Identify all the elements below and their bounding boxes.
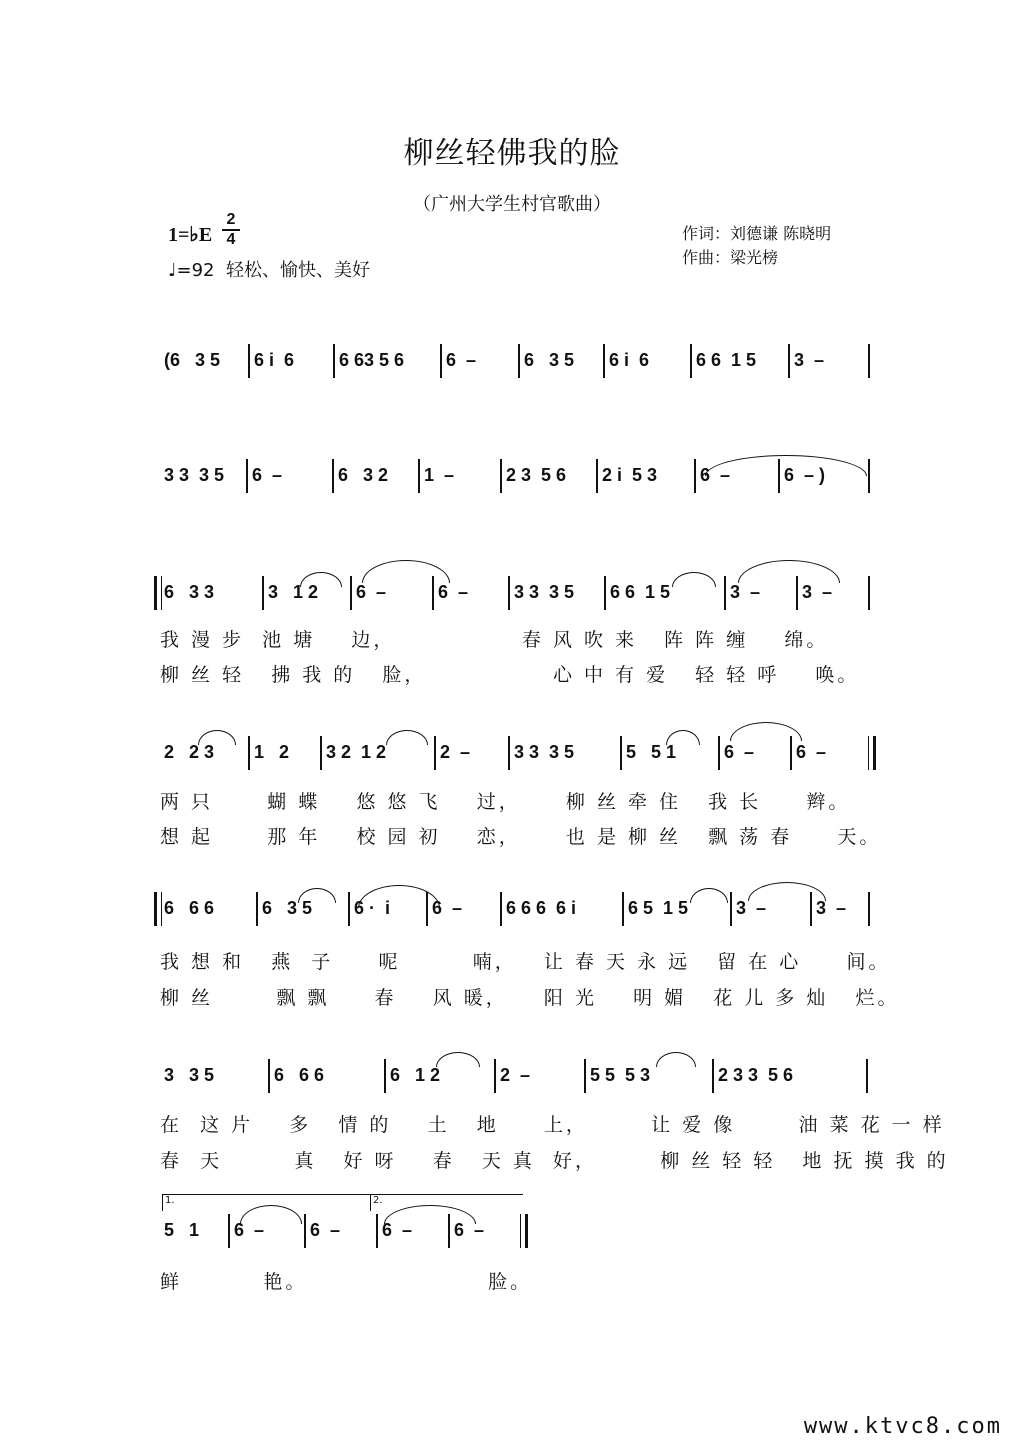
barline [320,736,322,770]
barline [500,892,502,926]
barline [384,1059,386,1093]
barline [868,344,870,378]
measure [718,1055,862,1095]
measure-notes: 3 3 5 [164,1065,215,1085]
measure-notes: 6 i 6 [254,350,295,370]
barline [256,892,258,926]
measure [339,340,436,380]
barline [788,344,790,378]
measure [514,572,600,612]
lyricist: 作词：刘德谦 陈晓明 [682,224,832,243]
measure-notes: 2 i 5 3 [602,465,658,485]
time-sig-top: 2 [226,211,236,228]
measure [252,455,328,495]
barline [603,344,605,378]
credits [682,222,831,270]
measure-notes: 6 – [724,742,755,762]
barline [712,1059,714,1093]
measure-notes: 3 – [736,898,767,918]
key-signature: 1=♭E [168,224,213,246]
barline [622,892,624,926]
measure [446,340,514,380]
measure-notes: 6 – [796,742,827,762]
measure-notes: 6 – [438,582,469,602]
measure-notes: 6 – [310,1220,341,1240]
song-title: 柳丝轻佛我的脸 [403,136,621,171]
barline [440,344,442,378]
repeat-start [154,576,162,610]
measure [506,888,618,928]
quarter-note-icon: ♩ [168,260,177,281]
measure [514,732,616,772]
barline [246,459,248,493]
measure [609,340,686,380]
lyrics-verse-1: 我 想 和 燕 子 呢 喃， 让 春 天 永 远 留 在 心 间。 [160,951,891,973]
measure [794,340,864,380]
measure-notes: 6 – [700,465,731,485]
measure [164,455,242,495]
measure-notes: 3 3 3 5 [514,582,575,602]
measure-notes: 6 63 5 6 [339,350,405,370]
measure-notes: 5 5 5 3 [590,1065,651,1085]
measure [696,340,784,380]
slur-arc [362,560,450,583]
measure-notes: 6 – [252,465,283,485]
barline [268,1059,270,1093]
lyrics-verse-1: 两 只 蝴 蝶 悠 悠 飞 过， 柳 丝 牵 住 我 长 辫。 [160,791,851,813]
measure [432,888,496,928]
measure-notes: 3 3 3 5 [164,465,225,485]
barline [348,892,350,926]
lyrics-verse-2: 柳 丝 轻 拂 我 的 脸， 心 中 有 爱 轻 轻 呼 唤。 [160,664,860,686]
tempo-marking [168,256,370,282]
measure-notes: 3 – [816,898,847,918]
barline [418,459,420,493]
measure-notes: 6 3 2 [338,465,389,485]
barline [434,736,436,770]
measure-notes: 6 – ) [784,465,826,485]
measure [164,1210,224,1250]
measure-notes: 6 – [356,582,387,602]
lyrics-verse-1: 鲜 艳。 脸。 [160,1271,533,1293]
barline [620,736,622,770]
barline [248,344,250,378]
barline [718,736,720,770]
slur-arc [738,560,840,583]
lyrics-verse-1: 在 这 片 多 情 的 土 地 上， 让 爱 像 油 菜 花 一 样 [160,1114,945,1136]
measure-notes: 6 – [234,1220,265,1240]
measure-notes: (6 3 5 [164,350,221,370]
measure-notes: 6 6 1 5 [696,350,757,370]
measure [524,340,599,380]
measure [506,455,592,495]
barline [690,344,692,378]
measure [254,340,329,380]
measure [440,732,504,772]
measure-notes: 6 3 3 [164,582,215,602]
barline [694,459,696,493]
time-sig-bottom: 4 [226,230,236,248]
lyrics-verse-2: 柳 丝 飘 飘 春 风 暖， 阳 光 明 媚 花 儿 多 灿 烂。 [160,987,900,1009]
barline [584,1059,586,1093]
slur-arc [748,882,826,901]
measure [164,572,258,612]
barline [248,736,250,770]
barline [350,576,352,610]
measure [164,1055,264,1095]
measure-notes: 3 – [794,350,825,370]
measure-notes: 6 6 1 5 [610,582,671,602]
barline [520,1214,528,1248]
lyrics-verse-2: 春 天 真 好 呀 春 天 真 好， 柳 丝 轻 轻 地 抚 摸 我 的 [160,1150,949,1172]
barline [724,576,726,610]
measure-notes: 6 · i [354,898,391,918]
measure-notes: 6 6 6 6 i [506,898,577,918]
measure-notes: 6 6 6 [274,1065,325,1085]
measure-notes: 6 – [446,350,477,370]
song-subtitle: （广州大学生村官歌曲） [413,194,611,215]
measure-notes: 2 – [440,742,471,762]
barline [868,576,870,610]
measure-notes: 2 3 3 5 6 [718,1065,794,1085]
barline [790,736,792,770]
barline [333,344,335,378]
measure-notes: 3 2 1 2 [326,742,387,762]
measure-notes: 2 2 3 [164,742,215,762]
barline [376,1214,378,1248]
measure-notes: 5 1 [164,1220,200,1240]
barline [494,1059,496,1093]
barline [500,459,502,493]
repeat-start [154,892,162,926]
volta-ending-2: 2. [370,1194,523,1211]
measure-notes: 1 2 [254,742,290,762]
barline [508,736,510,770]
measure-notes: 6 – [454,1220,485,1240]
measure [310,1210,372,1250]
measure-notes: 3 – [730,582,761,602]
barline [866,1059,868,1093]
barline [596,459,598,493]
measure-notes: 6 – [382,1220,413,1240]
measure-notes: 5 5 1 [626,742,677,762]
measure-notes: 1 – [424,465,455,485]
measure-notes: 3 – [802,582,833,602]
measure-notes: 6 3 5 [524,350,575,370]
measure-notes: 2 3 5 6 [506,465,567,485]
volta-ending-1: 1. [162,1194,371,1211]
measure-notes: 6 i 6 [609,350,650,370]
barline [868,736,876,770]
measure-notes: 6 3 5 [262,898,313,918]
barline [332,459,334,493]
barline [604,576,606,610]
measure-notes: 6 5 1 5 [628,898,689,918]
measure [254,732,316,772]
measure [164,888,252,928]
lyrics-verse-1: 我 漫 步 池 塘 边， 春 风 吹 来 阵 阵 缠 绵。 [160,629,829,651]
measure [338,455,414,495]
measure [796,732,864,772]
measure-notes: 3 1 2 [268,582,319,602]
measure-notes: 2 – [500,1065,531,1085]
measure [274,1055,380,1095]
measure [500,1055,580,1095]
expression-text: 轻松、愉快、美好 [225,260,370,281]
barline [262,576,264,610]
measure-notes: 6 – [432,898,463,918]
barline [868,459,870,493]
tempo-value: =92 [176,260,215,281]
measure-notes: 6 1 2 [390,1065,441,1085]
barline [228,1214,230,1248]
composer: 作曲：梁光榜 [682,248,779,267]
barline [868,892,870,926]
slur-arc [730,722,802,741]
measure [602,455,690,495]
barline [518,344,520,378]
measure [424,455,496,495]
measure-notes: 6 6 6 [164,898,215,918]
barline [730,892,732,926]
watermark: www.ktvc8.com [803,1414,1002,1439]
lyrics-verse-2: 想 起 那 年 校 园 初 恋， 也 是 柳 丝 飘 荡 春 天。 [160,826,882,848]
barline [508,576,510,610]
time-signature [222,212,240,248]
measure [164,340,244,380]
measure-notes: 3 3 3 5 [514,742,575,762]
barline [304,1214,306,1248]
